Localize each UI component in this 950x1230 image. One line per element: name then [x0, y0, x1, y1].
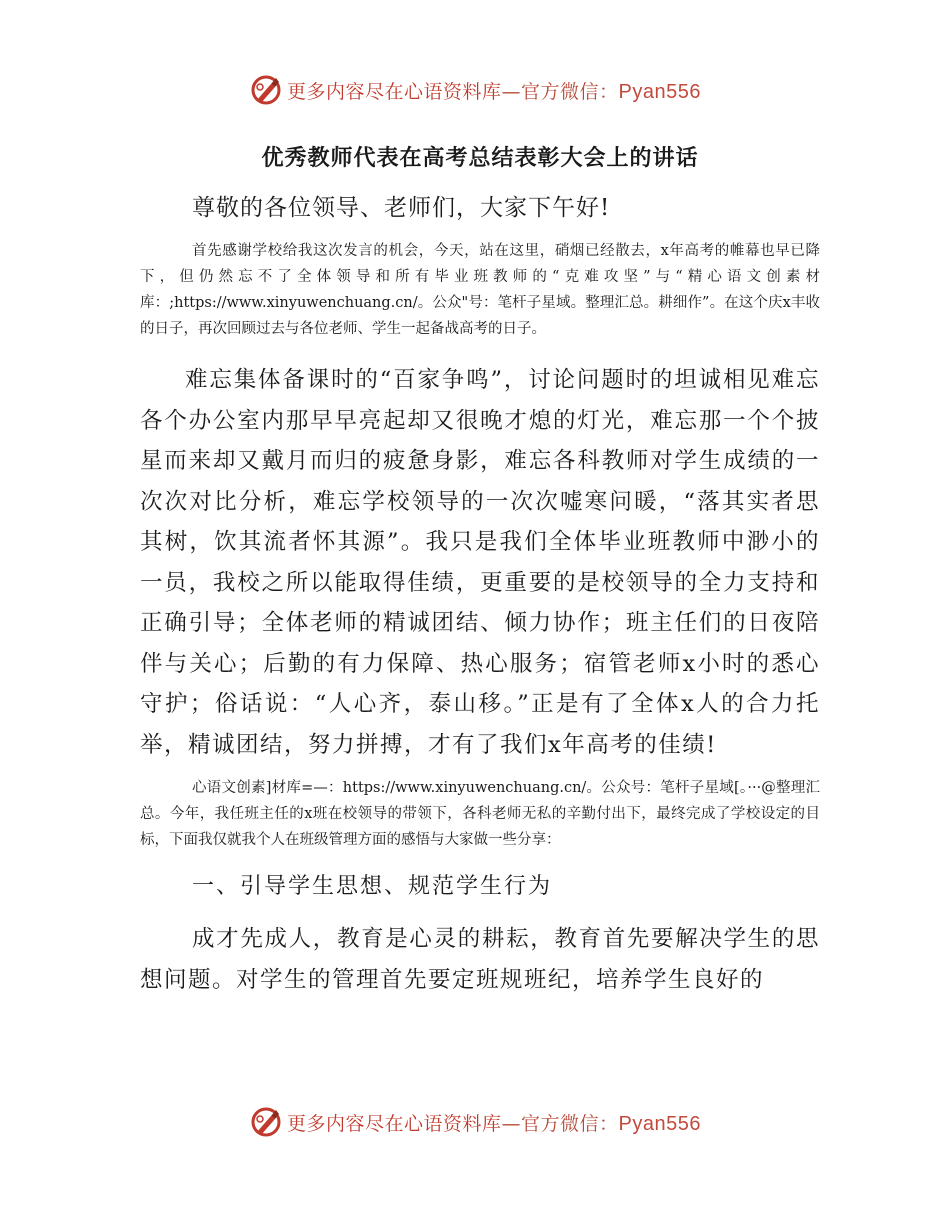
banner-text: 更多内容尽在心语资料库—官方微信：Pyan556 [287, 80, 701, 103]
page-title: 优秀教师代表在高考总结表彰大会上的讲话 [261, 145, 699, 171]
pen-logo-icon [249, 73, 283, 107]
paragraph-section-one: 成才先成人，教育是心灵的耕耘，教育首先要解决学生的思想问题。对学生的管理首先要定班规班纪，培养学生良好的 [140, 926, 820, 993]
pen-logo-icon [249, 1105, 283, 1139]
paragraph-class-results: 心语文创素]材库=—：https://www.xinyuwenchuang.cn/。公众号：笔杆子星域[。···@整理汇总。今年，我任班主任的x班在校领导的带领下，各科老师无私的辛勤付出下，最终完成了学校设定的目标，下面我仅就我个人在班级管理方面的感悟与大家做一些分享： [140, 780, 820, 848]
header-banner [0, 70, 950, 110]
footer-banner [0, 1102, 950, 1142]
paragraph-intro: 首先感谢学校给我这次发言的机会，今天，站在这里，硝烟已经散去，x年高考的帷幕也早已降下，但仍然忘不了全体领导和所有毕业班教师的“克难攻坚”与“精心语文创素材库：;https://www.xinyuwenchuang.cn/。公众"号：笔杆子星域。整理汇总。耕细作”。在这个庆x丰收的日子，再次回顾过去与各位老师、学生一起备战高考的日子。 [140, 243, 820, 337]
banner-text: 更多内容尽在心语资料库—官方微信：Pyan556 [287, 1112, 701, 1135]
section-heading: 一、引导学生思想、规范学生行为 [192, 874, 553, 899]
document-body [140, 138, 820, 1000]
paragraph-memories: 难忘集体备课时的“百家争鸣”，讨论问题时的坦诚相见难忘各个办公室内那早早亮起却又很晚才熄的灯光，难忘那一个个披星而来却又戴月而归的疲惫身影，难忘各科教师对学生成绩的一次次对比分析，难忘学校领导的一次次嘘寒问暖，“落其实者思其树，饮其流者怀其源”。我只是我们全体毕业班教师中渺小的一员，我校之所以能取得佳绩，更重要的是校领导的全力支持和正确引导；全体老师的精诚团结、倾力协作；班主任们的日夜陪伴与关心；后勤的有力保障、热心服务；宿管老师x小时的悉心守护；俗话说：“人心齐，泰山移。”正是有了全体x人的合力托举，精诚团结，努力拼搏，才有了我们x年高考的佳绩! [140, 367, 820, 758]
greeting: 尊敬的各位领导、老师们，大家下午好! [192, 195, 611, 221]
